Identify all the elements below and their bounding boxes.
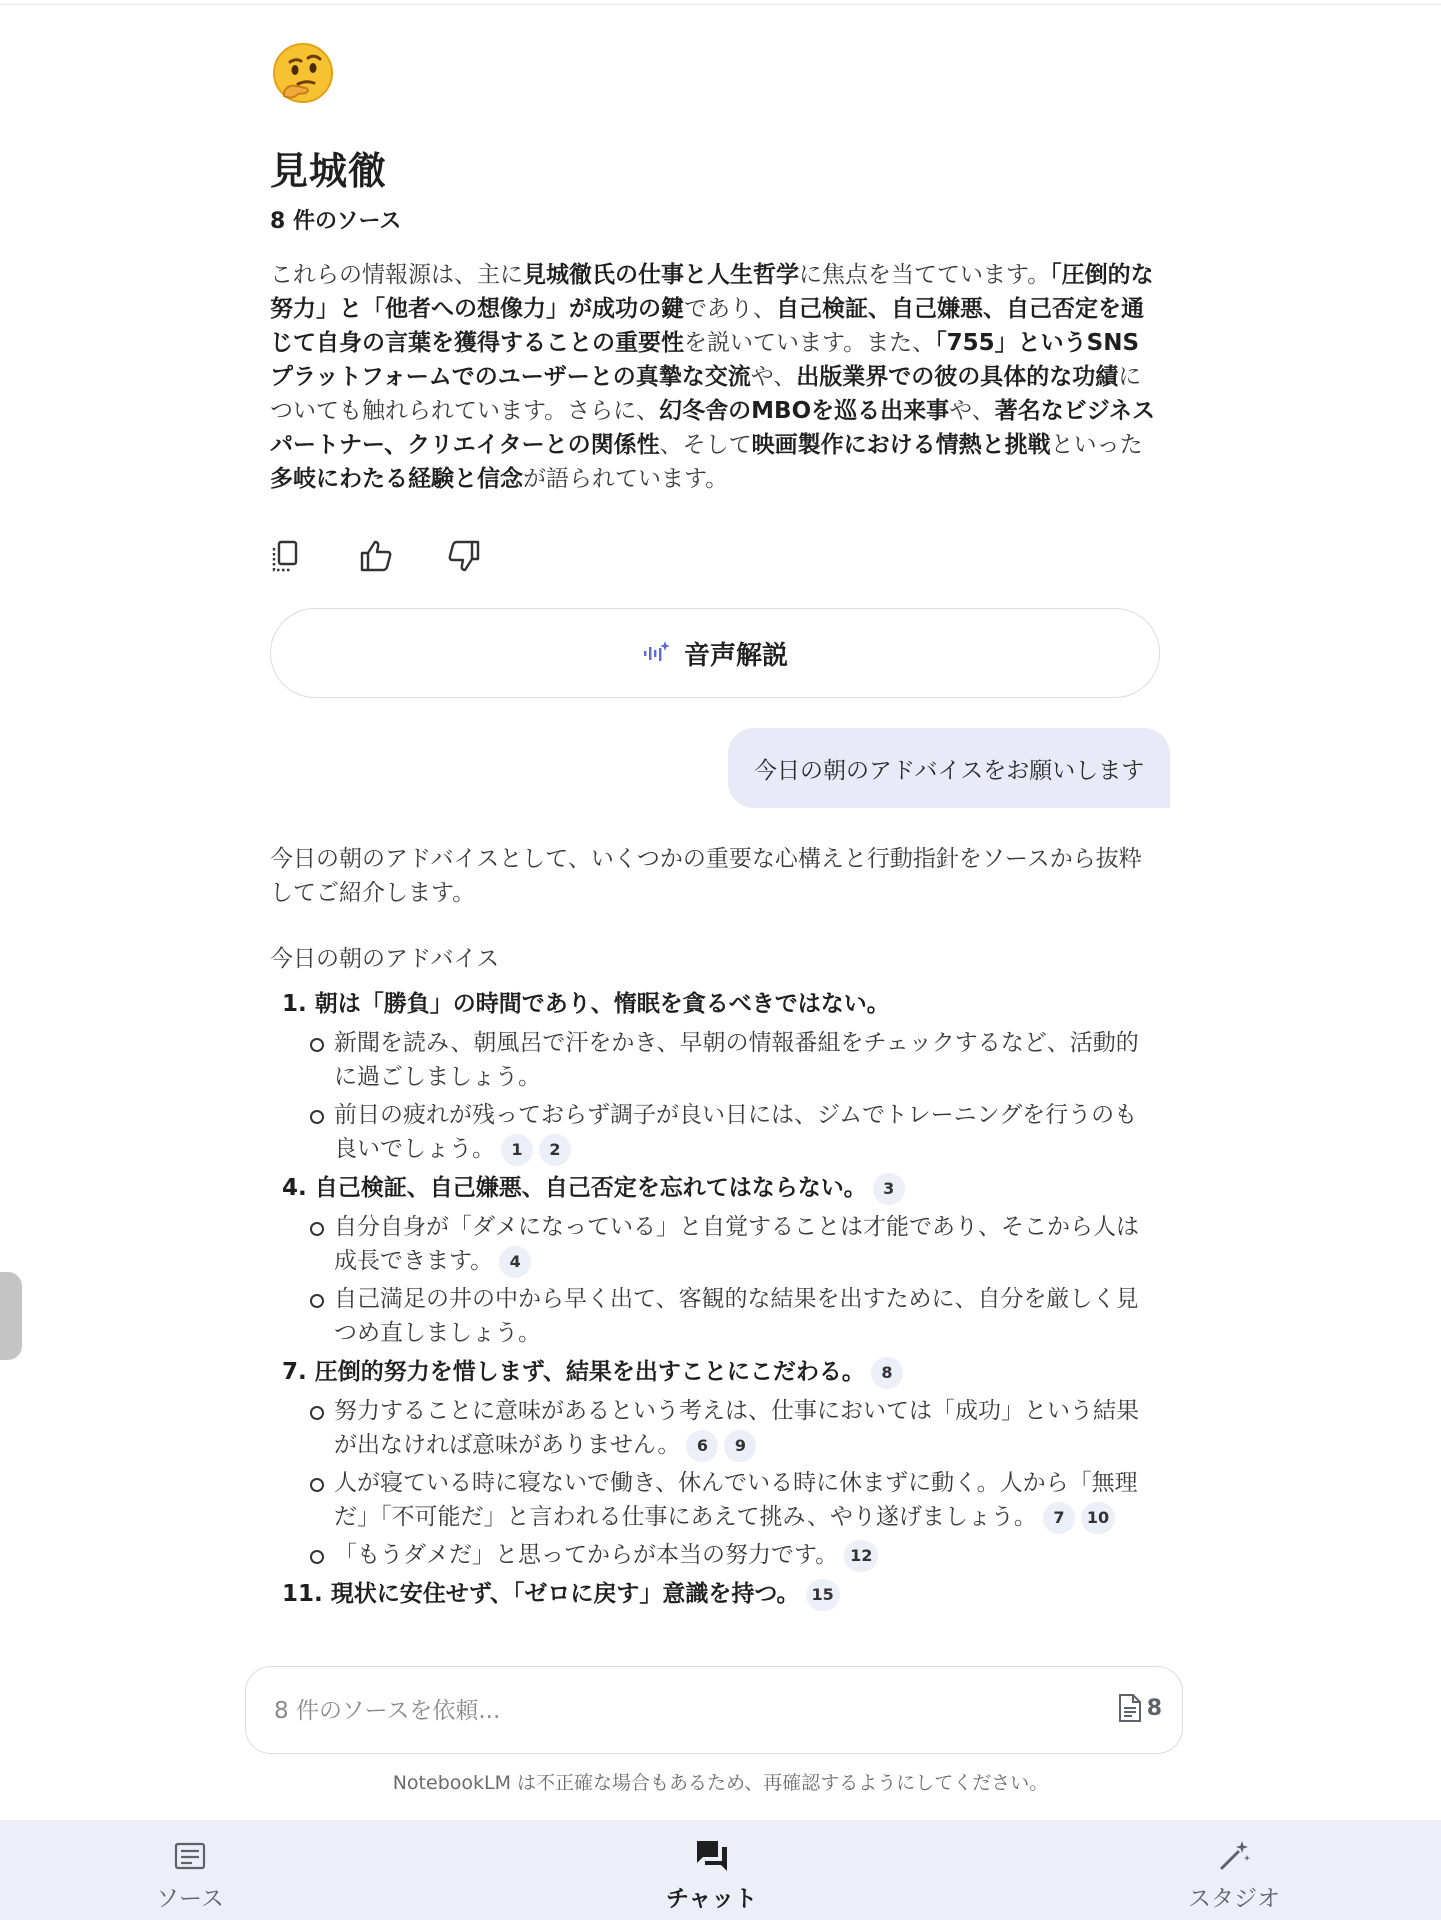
nav-studio-label: スタジオ (1188, 1886, 1280, 1912)
citation-chip[interactable]: 6 (686, 1430, 718, 1462)
advice-item-title (282, 1170, 1160, 1206)
advice-bullet-text: 自己満足の井の中から早く出て、客観的な結果を出すために、自分を厳しく見つめ直しましょう。 (334, 1286, 1139, 1346)
answer-heading: 今日の朝のアドバイス (270, 946, 500, 972)
thumbs-up-icon[interactable] (358, 538, 394, 574)
citation-chip[interactable]: 7 (1043, 1502, 1075, 1534)
advice-item-title-text: 4. 自己検証、自己嫌悪、自己否定を忘れてはならない。 (282, 1175, 867, 1201)
summary-bold-segment: 映画製作における情熱と挑戦 (751, 432, 1051, 458)
advice-bullet-text: 自分自身が「ダメになっている」と自覚することは才能であり、そこから人は成長できます。 (334, 1214, 1139, 1274)
sources-icon (172, 1838, 208, 1874)
chat-icon (694, 1838, 730, 1874)
advice-item-title-text: 7. 圧倒的努力を惜しまず、結果を出すことにこだわる。 (282, 1359, 865, 1385)
advice-item (282, 1170, 1160, 1350)
summary-bold-segment: 「755」というSNSプラットフォームでのユーザーとの真摯な交流 (270, 330, 1140, 390)
advice-item (282, 1354, 1160, 1572)
thumbs-down-icon[interactable] (446, 538, 482, 574)
citation-chip[interactable]: 12 (844, 1540, 878, 1572)
summary-bold-segment: 幻冬舎のMBOを巡る出来事 (659, 398, 950, 424)
document-icon (1117, 1693, 1143, 1723)
magic-wand-icon (1216, 1838, 1252, 1874)
nav-chat-label: チャット (666, 1886, 758, 1912)
summary-bold-segment: 著名なビジネスパートナー、クリエイターとの関係性 (270, 398, 1156, 458)
advice-item-title (282, 986, 1160, 1022)
advice-bullets (282, 1210, 1160, 1350)
summary-segment: であり、 (684, 296, 776, 322)
side-panel-handle[interactable] (0, 1272, 22, 1360)
user-message-bubble: 今日の朝のアドバイスをお願いします (728, 728, 1170, 808)
bottom-navigation (0, 1820, 1441, 1920)
advice-bullet (310, 1026, 1160, 1094)
thinking-face-emoji-icon (270, 40, 336, 106)
chat-scroll-area[interactable] (270, 0, 1190, 1660)
chat-input-box (245, 1666, 1183, 1754)
summary-bold-segment: 「圧倒的な努力」と「他者への想像力」が成功の鍵 (270, 262, 1154, 322)
audio-wave-sparkle-icon (642, 639, 670, 667)
summary-segment: や、 (750, 364, 797, 390)
summary-segment: 、そして (659, 432, 752, 458)
summary-segment: を説いています。また、 (684, 330, 936, 356)
notebook-summary (270, 258, 1160, 496)
advice-bullet (310, 1282, 1160, 1350)
advice-item-title (282, 1576, 1160, 1612)
summary-bold-segment: 多岐にわたる経験と信念 (270, 466, 523, 492)
answer-intro: 今日の朝のアドバイスとして、いくつかの重要な心構えと行動指針をソースから抜粋してご紹介します。 (270, 846, 1142, 906)
advice-bullets (282, 1394, 1160, 1572)
summary-segment: これらの情報源は、主に (270, 262, 523, 288)
summary-bold-segment: 自己検証、自己嫌悪、自己否定を通じて自身の言葉を獲得することの重要性 (270, 296, 1144, 356)
advice-bullet-text: 努力することに意味があるという考えは、仕事においては「成功」という結果が出なければ意味がありません。 (334, 1398, 1139, 1458)
summary-segment: といった (1050, 432, 1143, 458)
advice-bullet-text: 新聞を読み、朝風呂で汗をかき、早朝の情報番組をチェックするなど、活動的に過ごしましょう。 (334, 1030, 1139, 1090)
advice-bullet (310, 1394, 1160, 1462)
advice-item-title-text: 11. 現状に安住せず、「ゼロに戻す」意識を持つ。 (282, 1581, 800, 1607)
citation-chip[interactable]: 3 (873, 1173, 905, 1205)
copy-icon[interactable] (270, 538, 306, 574)
advice-bullet-text: 前日の疲れが残っておらず調子が良い日には、ジムでトレーニングを行うのも良いでしょう。 (334, 1102, 1138, 1162)
summary-segment: についても触れられています。さらに、 (270, 364, 1142, 424)
response-actions (270, 538, 482, 574)
disclaimer-text: NotebookLM は不正確な場合もあるため、再確認するようにしてください。 (392, 1772, 1049, 1794)
advice-bullet (310, 1098, 1160, 1166)
advice-item-title (282, 1354, 1160, 1390)
nav-tab-studio[interactable] (1188, 1838, 1280, 1913)
advice-item (282, 986, 1160, 1166)
advice-bullet (310, 1466, 1160, 1534)
citation-chip[interactable]: 9 (724, 1430, 756, 1462)
summary-bold-segment: 出版業界での彼の具体的な功績 (796, 364, 1119, 390)
advice-bullets (282, 1026, 1160, 1166)
audio-overview-label: 音声解説 (683, 640, 788, 671)
advice-bullet-text: 「もうダメだ」と思ってからが本当の努力です。 (334, 1542, 839, 1568)
advice-bullet (310, 1210, 1160, 1278)
summary-segment: や、 (949, 398, 995, 424)
citation-chip[interactable]: 1 (501, 1134, 533, 1166)
advice-item (282, 1576, 1160, 1612)
summary-segment: が語られています。 (523, 466, 729, 492)
source-count-badge: 8 (1146, 1695, 1162, 1721)
advice-bullet-text: 人が寝ている時に寝ないで働き、休んでいる時に休まずに動く。人から「無理だ」「不可能だ」と言われる仕事にあえて挑み、やり遂げましょう。 (334, 1470, 1138, 1530)
summary-bold-segment: 見城徹氏の仕事と人生哲学 (523, 262, 799, 288)
nav-tab-chat[interactable] (666, 1838, 757, 1913)
notebook-title: 見城徹 (270, 149, 388, 193)
citation-chip[interactable]: 4 (499, 1246, 531, 1278)
nav-sources-label: ソース (156, 1886, 224, 1912)
source-selector[interactable] (1117, 1693, 1162, 1723)
audio-overview-button[interactable] (270, 608, 1160, 698)
chat-input[interactable] (274, 1689, 1034, 1733)
advice-bullet (310, 1538, 1160, 1572)
citation-chip[interactable]: 10 (1081, 1502, 1115, 1534)
advice-list (270, 986, 1160, 1612)
citation-chip[interactable]: 8 (871, 1357, 903, 1389)
citation-chip[interactable]: 2 (539, 1134, 571, 1166)
advice-item-title-text: 1. 朝は「勝負」の時間であり、惰眠を貪るべきではない。 (282, 991, 890, 1017)
nav-tab-sources[interactable] (156, 1838, 224, 1913)
citation-chip[interactable]: 15 (806, 1579, 840, 1611)
summary-segment: に焦点を当てています。 (799, 262, 1051, 288)
source-count: 8 件のソース (270, 209, 402, 234)
assistant-answer (270, 842, 1160, 1612)
